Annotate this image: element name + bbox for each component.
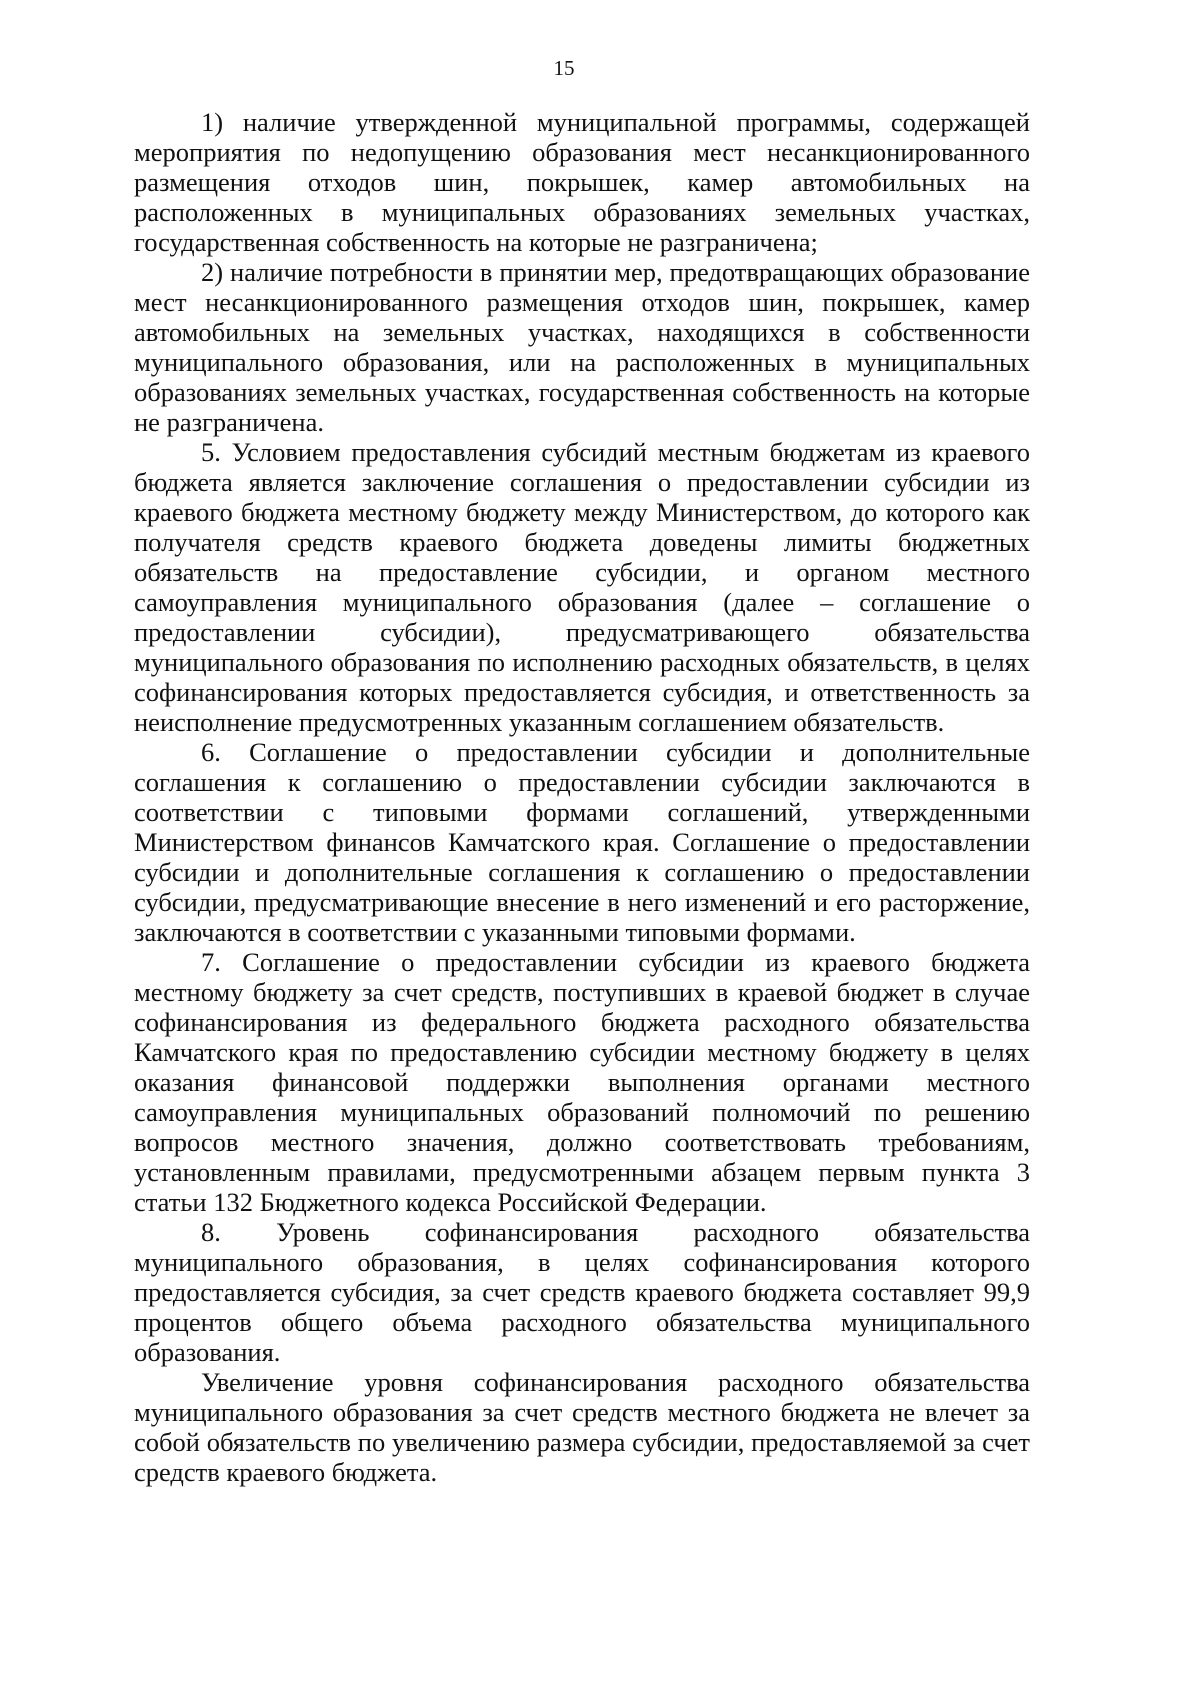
- paragraph-6-agreement-forms: 6. Соглашение о предоставлении субсидии и дополнительные соглашения к соглашению о предоставлении субсидии заключаются в соответствии с типовыми формами соглашений, утвержденными Министерством финансов Камчатского края. Соглашение о предоставлении субсидии и дополнительные соглашения к соглашению о предоставлении субсидии, предусматривающие внесение в него изменений и его расторжение, заключаются в соответствии с указанными типовыми формами.: [134, 737, 1030, 947]
- paragraph-5-subsidy-condition: 5. Условием предоставления субсидий местным бюджетам из краевого бюджета является заключение соглашения о предоставлении субсидии из краевого бюджета местному бюджету между Министерством, до которого как получателя средств краевого бюджета доведены лимиты бюджетных обязательств на предоставление субсидии, и органом местного самоуправления муниципального образования (далее – соглашение о предоставлении субсидии), предусматривающего обязательства муниципального образования по исполнению расходных обязательств, в целях софинансирования которых предоставляется субсидия, и ответственность за неисполнение предусмотренных указанным соглашением обязательств.: [134, 437, 1030, 737]
- paragraph-item-2-measures-need: 2) наличие потребности в принятии мер, предотвращающих образование мест несанкционированного размещения отходов шин, покрышек, камер автомобильных на земельных участках, находящихся в собственности муниципального образования, или на расположенных в муниципальных образованиях земельных участках, государственная собственность на которые не разграничена.: [134, 257, 1030, 437]
- paragraph-cofinancing-increase: Увеличение уровня софинансирования расходного обязательства муниципального образования за счет средств местного бюджета не влечет за собой обязательств по увеличению размера субсидии, предоставляемой за счет средств краевого бюджета.: [134, 1367, 1030, 1487]
- page-number: 15: [553, 56, 575, 80]
- document-body: [134, 107, 1030, 1487]
- paragraph-7-federal-cofinancing: 7. Соглашение о предоставлении субсидии из краевого бюджета местному бюджету за счет средств, поступивших в краевой бюджет в случае софинансирования из федерального бюджета расходного обязательства Камчатского края по предоставлению субсидии местному бюджету в целях оказания финансовой поддержки выполнения органами местного самоуправления муниципальных образований полномочий по решению вопросов местного значения, должно соответствовать требованиям, установленным правилами, предусмотренными абзацем первым пункта 3 статьи 132 Бюджетного кодекса Российской Федерации.: [134, 947, 1030, 1217]
- paragraph-item-1-municipal-program: 1) наличие утвержденной муниципальной программы, содержащей мероприятия по недопущению образования мест несанкционированного размещения отходов шин, покрышек, камер автомобильных на расположенных в муниципальных образованиях земельных участках, государственная собственность на которые не разграничена;: [134, 107, 1030, 257]
- paragraph-8-cofinancing-level: 8. Уровень софинансирования расходного обязательства муниципального образования, в целях софинансирования которого предоставляется субсидия, за счет средств краевого бюджета составляет 99,9 процентов общего объема расходного обязательства муниципального образования.: [134, 1217, 1030, 1367]
